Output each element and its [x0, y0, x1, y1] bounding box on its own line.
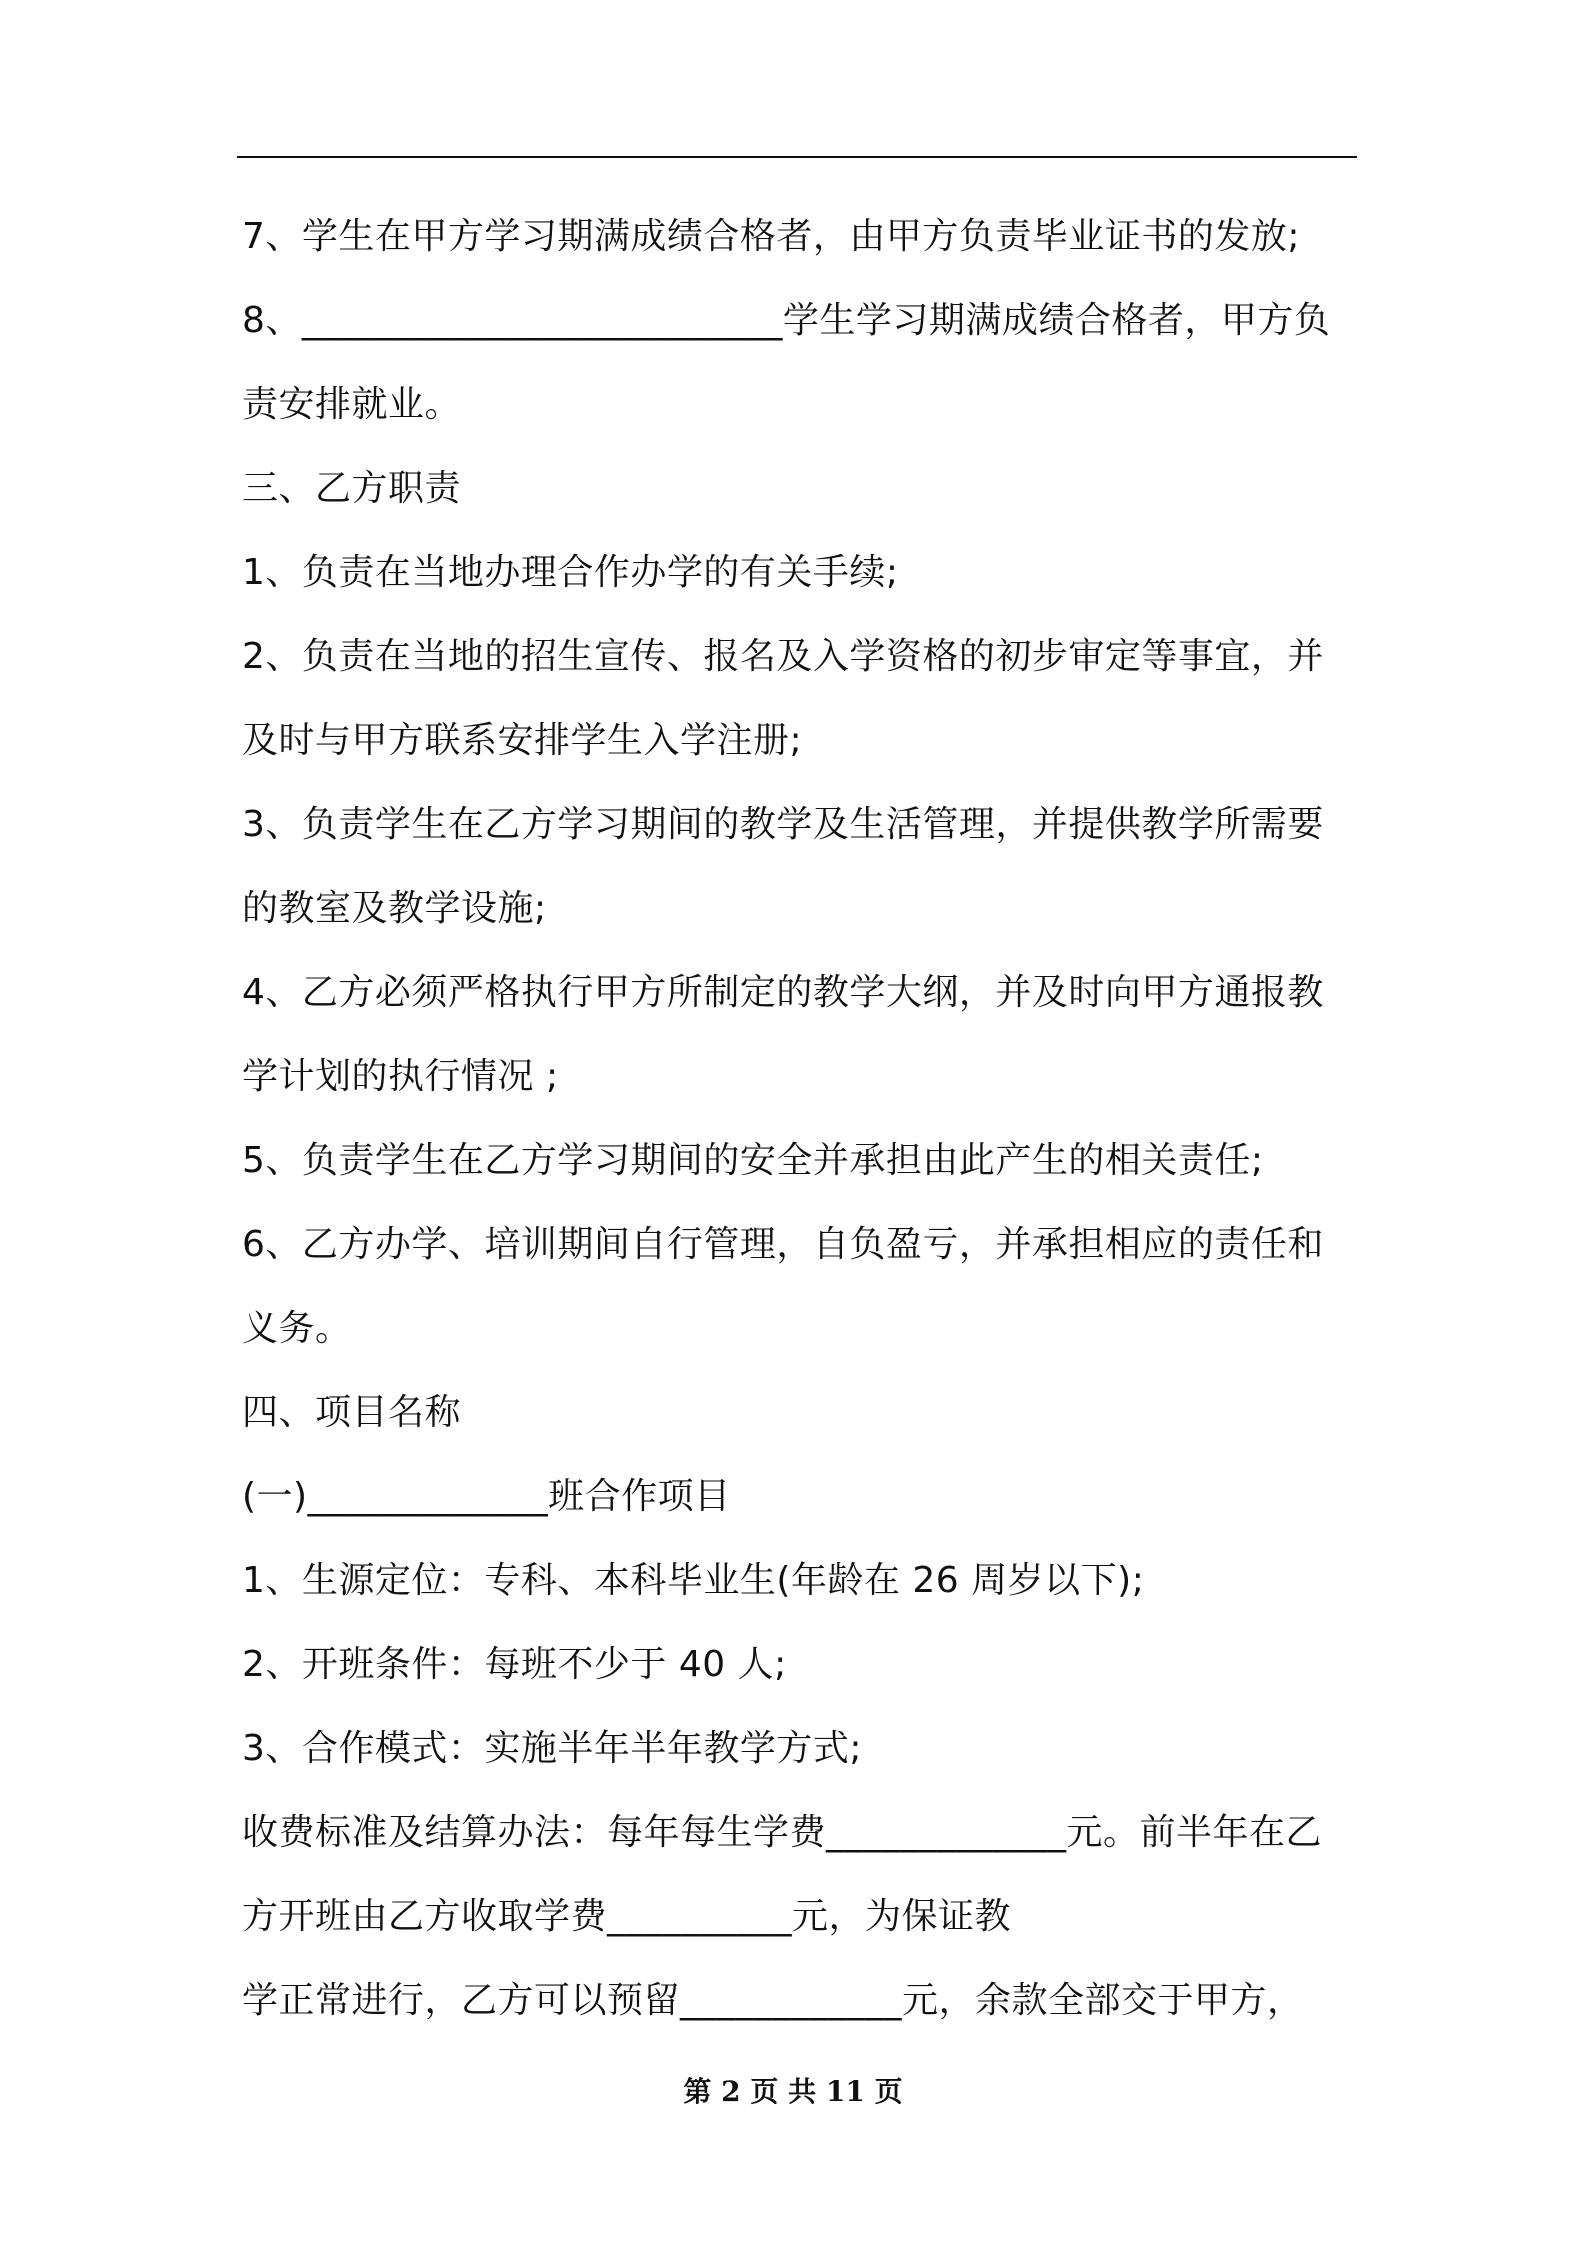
body-line: 1、负责在当地办理合作办学的有关手续;: [242, 552, 899, 593]
body-line: 学计划的执行情况 ;: [242, 1056, 559, 1097]
body-line: 学正常进行，乙方可以预留____________元，余款全部交于甲方，: [242, 1980, 1304, 2021]
section-heading: 四、项目名称: [242, 1392, 462, 1433]
body-line: 3、负责学生在乙方学习期间的教学及生活管理，并提供教学所需要: [242, 804, 1324, 845]
body-line: 责安排就业。: [242, 384, 462, 425]
body-line: 方开班由乙方收取学费__________元，为保证教: [242, 1896, 1012, 1937]
body-line: 及时与甲方联系安排学生入学注册;: [242, 720, 803, 761]
body-line: 义务。: [242, 1308, 352, 1349]
body-line: 收费标准及结算办法：每年每生学费_____________元。前半年在乙: [242, 1812, 1323, 1853]
body-line: 6、乙方办学、培训期间自行管理，自负盈亏，并承担相应的责任和: [242, 1224, 1324, 1265]
body-line: 2、开班条件：每班不少于 40 人;: [242, 1644, 787, 1685]
subsection-heading: (一)_____________班合作项目: [242, 1476, 731, 1517]
body-line: 3、合作模式：实施半年半年教学方式;: [242, 1728, 863, 1769]
header-rule: [237, 156, 1357, 158]
body-line: 5、负责学生在乙方学习期间的安全并承担由此产生的相关责任;: [242, 1140, 1264, 1181]
page-footer: 第 2 页 共 11 页: [683, 2075, 903, 2108]
body-line: 的教室及教学设施;: [242, 888, 547, 929]
section-heading: 三、乙方职责: [242, 468, 462, 509]
body-line: 1、生源定位：专科、本科毕业生(年龄在 26 周岁以下);: [242, 1560, 1145, 1601]
body-line: 2、负责在当地的招生宣传、报名及入学资格的初步审定等事宜，并: [242, 636, 1324, 677]
body-line: 8、__________________________学生学习期满成绩合格者，甲方负: [242, 300, 1331, 341]
document-body: [242, 195, 1357, 2043]
body-line: 7、学生在甲方学习期满成绩合格者，由甲方负责毕业证书的发放;: [242, 216, 1301, 257]
body-line: 4、乙方必须严格执行甲方所制定的教学大纲，并及时向甲方通报教: [242, 972, 1324, 1013]
